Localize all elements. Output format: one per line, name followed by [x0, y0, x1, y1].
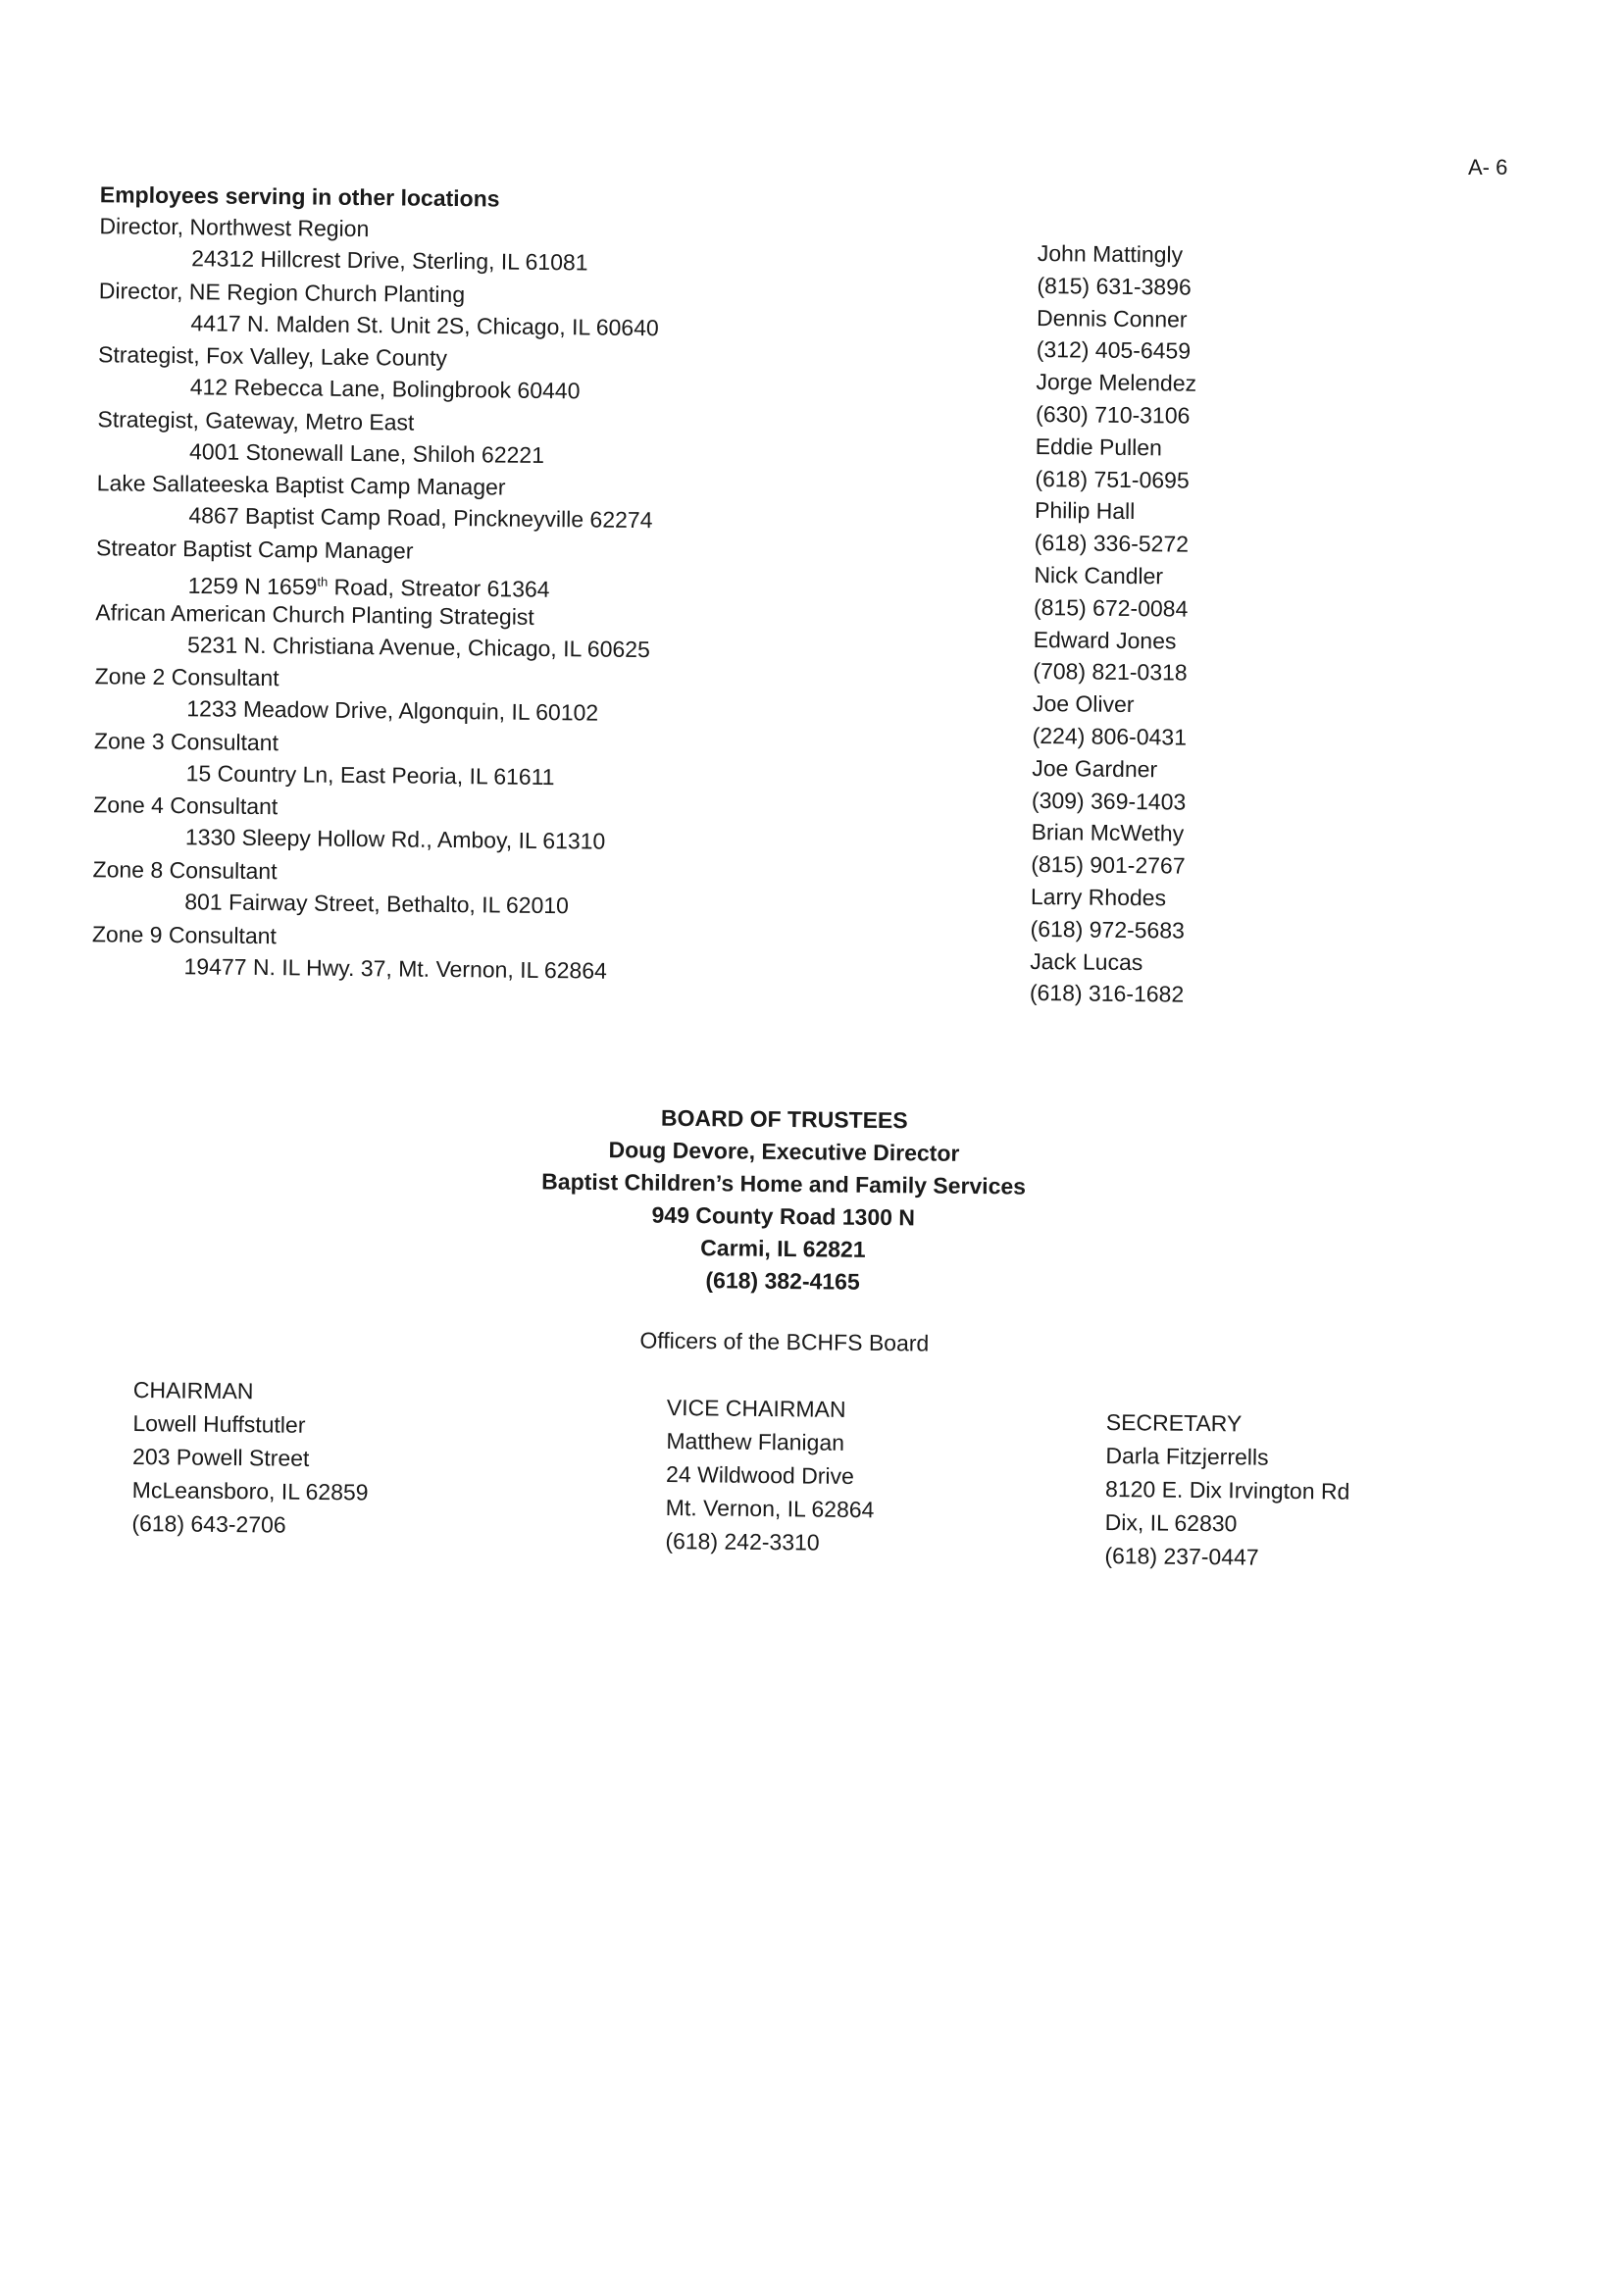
address-number: 1259 N 1659 — [187, 572, 318, 600]
board-phone: (618) 382-4165 — [705, 1267, 860, 1295]
contact-entry — [1033, 624, 1328, 691]
contact-phone: (618) 751-0695 — [1035, 465, 1190, 493]
employees-heading: Employees serving in other locations — [99, 181, 500, 212]
employee-entry — [76, 210, 704, 280]
contact-name: Joe Gardner — [1032, 754, 1158, 783]
board-organization: Baptist Children’s Home and Family Services — [541, 1168, 1027, 1199]
officer-phone: (618) 237-0447 — [1104, 1542, 1259, 1570]
employee-title: African American Church Planting Strategist — [95, 598, 534, 630]
contact-entry — [1033, 688, 1328, 755]
officer-phone: (618) 643-2706 — [131, 1509, 286, 1538]
employee-address: 1330 Sleepy Hollow Rd., Amboy, IL 61310 — [184, 824, 606, 855]
contact-phone: (815) 901-2767 — [1031, 851, 1186, 879]
contact-phone: (224) 806-0431 — [1032, 722, 1188, 750]
contact-name: Eddie Pullen — [1035, 433, 1163, 461]
employee-title: Strategist, Fox Valley, Lake County — [97, 341, 448, 372]
contact-entry — [1032, 752, 1327, 820]
officer-role: CHAIRMAN — [132, 1376, 254, 1404]
officer-role: SECRETARY — [1105, 1408, 1243, 1437]
contact-entry — [1035, 431, 1330, 498]
employee-entry — [71, 660, 699, 731]
employee-address: 801 Fairway Street, Bethalto, IL 62010 — [184, 889, 570, 919]
contact-name: Jack Lucas — [1030, 947, 1143, 975]
employee-title: Zone 4 Consultant — [93, 791, 279, 820]
officer-phone: (618) 242-3310 — [665, 1527, 820, 1555]
employee-title: Director, NE Region Church Planting — [98, 277, 466, 307]
employee-title: Lake Sallateeska Baptist Camp Manager — [96, 470, 506, 500]
employee-address: 15 Country Ln, East Peoria, IL 61611 — [185, 759, 555, 790]
employee-contacts — [1030, 237, 1332, 1012]
employee-title: Zone 9 Consultant — [91, 920, 278, 948]
employee-title: Strategist, Gateway, Metro East — [97, 406, 415, 435]
employees-list — [68, 178, 704, 989]
contact-phone: (815) 631-3896 — [1037, 272, 1192, 300]
contact-name: Brian McWethy — [1031, 819, 1185, 846]
employee-entry — [72, 596, 700, 667]
officer-secretary — [1104, 1405, 1350, 1575]
address-rest: Road, Streator 61364 — [328, 574, 550, 602]
contact-phone: (618) 316-1682 — [1029, 980, 1185, 1007]
employee-entry — [75, 338, 703, 409]
contact-entry — [1030, 944, 1325, 1012]
employee-entry — [70, 725, 698, 795]
employee-address: 412 Rebecca Lane, Bolingbrook 60440 — [189, 374, 581, 404]
officer-city: McLeansboro, IL 62859 — [131, 1476, 369, 1505]
employee-entry — [69, 853, 697, 924]
contact-phone: (815) 672-0084 — [1033, 593, 1189, 622]
contact-phone: (618) 336-5272 — [1034, 530, 1190, 557]
contact-name: Edward Jones — [1033, 626, 1177, 654]
officer-street: 203 Powell Street — [131, 1443, 310, 1471]
officers-caption: Officers of the BCHFS Board — [639, 1327, 930, 1356]
employee-entry — [74, 403, 702, 474]
officer-city: Mt. Vernon, IL 62864 — [665, 1494, 875, 1523]
employee-address: 4867 Baptist Camp Road, Pinckneyville 62274 — [188, 502, 653, 534]
officer-name: Darla Fitzjerrells — [1105, 1442, 1269, 1470]
employee-entry — [68, 917, 696, 988]
employee-title: Director, Northwest Region — [99, 213, 370, 242]
contact-phone: (630) 710-3106 — [1035, 400, 1191, 429]
employee-address: 5231 N. Christiana Avenue, Chicago, IL 60625 — [186, 631, 650, 662]
officer-role: VICE CHAIRMAN — [666, 1394, 846, 1422]
officer-street: 8120 E. Dix Irvington Rd — [1104, 1475, 1350, 1504]
contact-phone: (618) 972-5683 — [1030, 915, 1186, 943]
employee-title: Zone 8 Consultant — [92, 856, 278, 885]
employee-address — [188, 564, 700, 601]
employee-address: 1233 Meadow Drive, Algonquin, IL 60102 — [186, 695, 599, 726]
officer-vice-chairman — [665, 1391, 875, 1559]
contact-entry — [1037, 237, 1332, 305]
employee-address: 19477 N. IL Hwy. 37, Mt. Vernon, IL 62864 — [183, 952, 608, 984]
employee-entry — [70, 789, 698, 859]
contact-name: Nick Candler — [1034, 561, 1164, 589]
officer-chairman — [131, 1373, 370, 1543]
contact-name: Jorge Melendez — [1036, 369, 1197, 396]
ordinal-suffix: th — [317, 574, 329, 589]
contact-name: Larry Rhodes — [1030, 883, 1167, 911]
board-city: Carmi, IL 62821 — [700, 1235, 866, 1262]
contact-phone: (309) 369-1403 — [1031, 787, 1187, 815]
board-of-trustees — [488, 1100, 1079, 1300]
employee-entry — [75, 275, 703, 345]
employee-title: Streator Baptist Camp Manager — [95, 535, 414, 564]
officer-city: Dix, IL 62830 — [1104, 1508, 1238, 1537]
employee-entry — [73, 467, 701, 537]
employee-address: 4001 Stonewall Lane, Shiloh 62221 — [188, 438, 545, 468]
contact-name: Philip Hall — [1034, 497, 1136, 525]
officer-name: Lowell Huffstutler — [132, 1409, 306, 1438]
contact-name: Joe Oliver — [1032, 690, 1135, 718]
contact-entry — [1037, 302, 1332, 370]
contact-entry — [1030, 881, 1325, 948]
employee-title: Zone 3 Consultant — [93, 727, 279, 755]
contact-name: John Mattingly — [1037, 239, 1184, 268]
contact-phone: (708) 821-0318 — [1033, 658, 1188, 686]
employee-address: 24312 Hillcrest Drive, Sterling, IL 61081 — [191, 245, 588, 276]
board-street: 949 County Road 1300 N — [651, 1201, 916, 1231]
contact-entry — [1036, 366, 1331, 433]
contact-phone: (312) 405-6459 — [1036, 336, 1192, 365]
contact-entry — [1034, 559, 1329, 627]
board-heading: BOARD OF TRUSTEES — [660, 1104, 908, 1134]
officer-street: 24 Wildwood Drive — [665, 1460, 854, 1490]
board-director: Doug Devore, Executive Director — [608, 1137, 960, 1166]
employee-entry — [73, 532, 701, 602]
contact-entry — [1035, 494, 1330, 562]
employee-title: Zone 2 Consultant — [94, 663, 279, 691]
page-number: A- 6 — [1468, 155, 1508, 179]
contact-entry — [1031, 816, 1326, 884]
employee-address: 4417 N. Malden St. Unit 2S, Chicago, IL 60640 — [190, 309, 659, 340]
contact-name: Dennis Conner — [1037, 304, 1188, 332]
officer-name: Matthew Flanigan — [666, 1427, 845, 1455]
